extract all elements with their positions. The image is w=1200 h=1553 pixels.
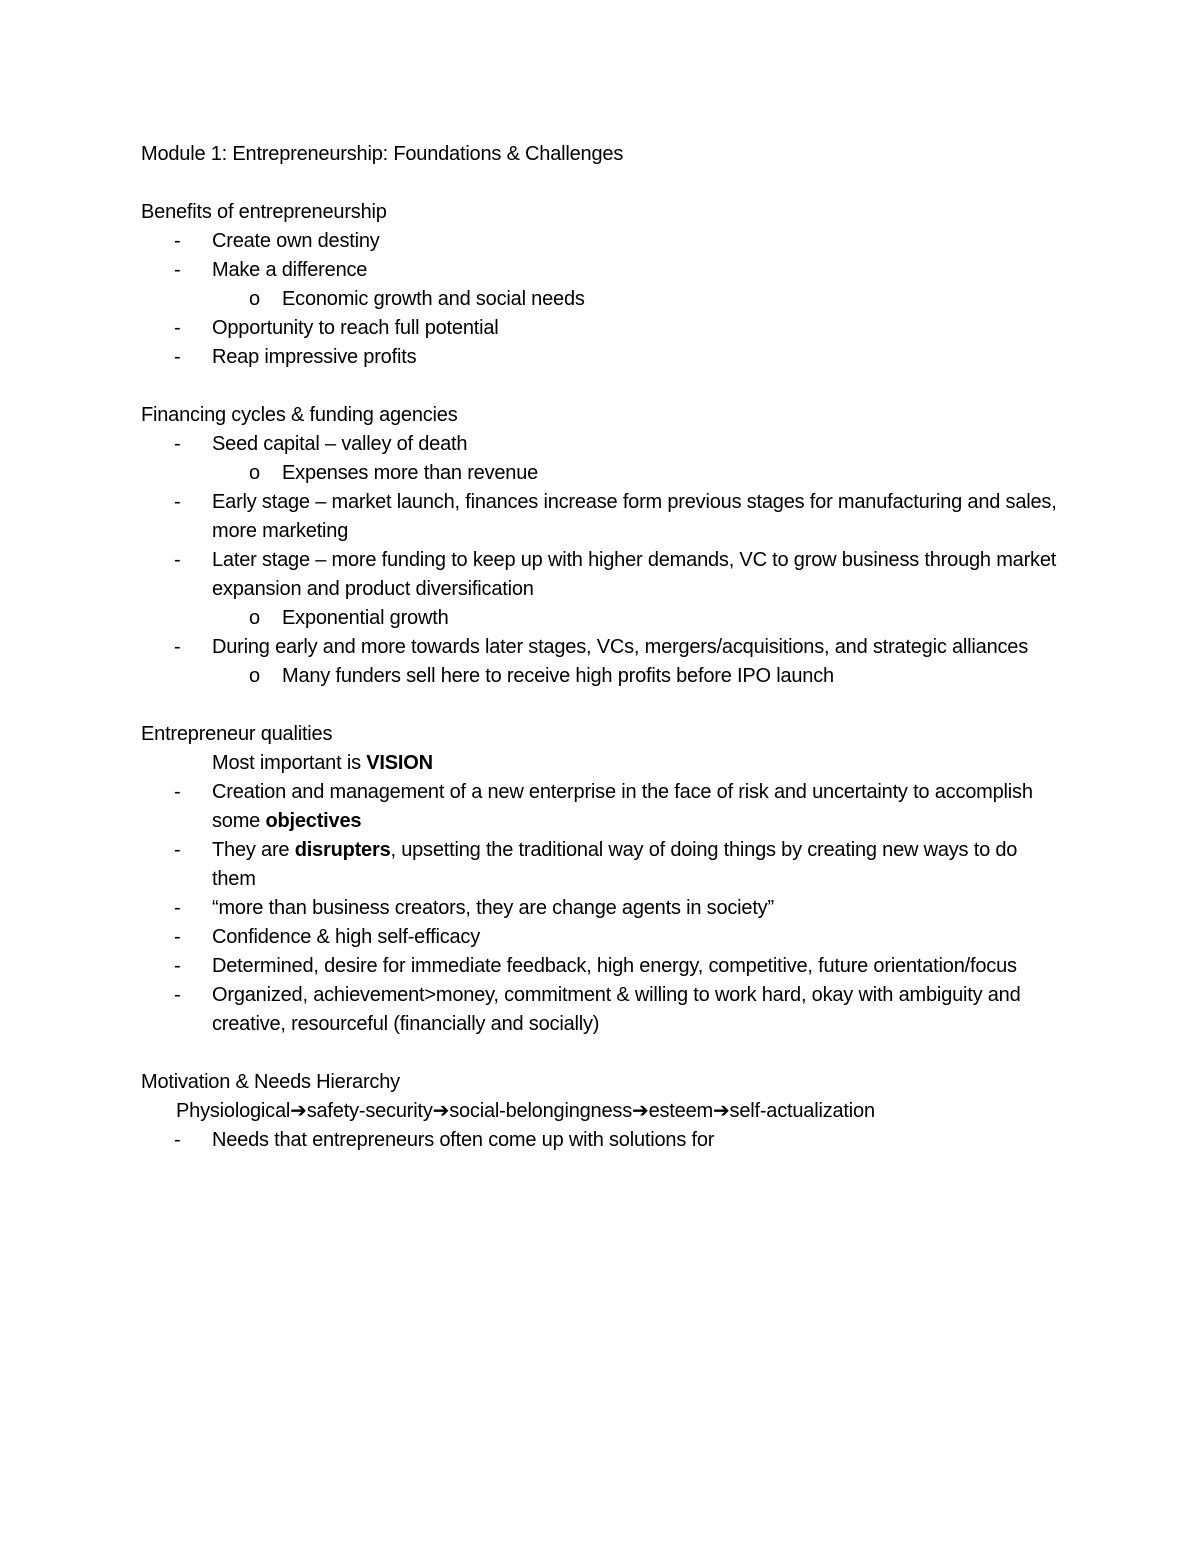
needs-level: Physiological — [176, 1100, 291, 1122]
list-item — [141, 981, 1061, 1039]
list-item-text: Early stage – market launch, finances increase form previous stages for manufacturing and sales, more marketing — [212, 491, 1057, 542]
list-item-text: Opportunity to reach full potential — [212, 317, 499, 339]
page-title: Module 1: Entrepreneurship: Foundations & Challenges — [141, 143, 624, 165]
list-item-text: Make a difference — [212, 259, 368, 281]
benefits-list — [141, 227, 1061, 372]
dash-marker: - — [174, 926, 181, 948]
dash-marker: - — [174, 839, 181, 861]
circle-marker: o — [249, 288, 260, 310]
dash-marker: - — [174, 549, 181, 571]
sub-list-item — [141, 662, 1061, 691]
arrow-right-icon: ➔ — [432, 1100, 450, 1122]
financing-section — [141, 401, 1061, 691]
list-item — [141, 633, 1061, 662]
dash-marker: - — [174, 491, 181, 513]
list-item — [141, 227, 1061, 256]
list-item — [141, 256, 1061, 285]
list-item-text: Creation and management of a new enterprise in the face of risk and uncertainty to accomplish some — [212, 781, 1033, 832]
motivation-heading: Motivation & Needs Hierarchy — [141, 1071, 400, 1093]
motivation-section — [141, 1068, 1061, 1155]
list-item — [141, 1126, 1061, 1155]
sub-list-item — [141, 285, 1061, 314]
qualities-intro-text: Most important is — [212, 752, 367, 774]
list-item-text: Confidence & high self-efficacy — [212, 926, 481, 948]
list-item — [141, 894, 1061, 923]
qualities-heading: Entrepreneur qualities — [141, 723, 333, 745]
list-item — [141, 430, 1061, 459]
dash-marker: - — [174, 433, 181, 455]
needs-hierarchy-line — [141, 1097, 1061, 1126]
arrow-right-icon: ➔ — [290, 1100, 307, 1122]
list-item — [141, 314, 1061, 343]
dash-marker: - — [174, 636, 181, 658]
list-item-text: Organized, achievement>money, commitment & willing to work hard, okay with ambiguity and creative, resourceful (financially and socially) — [212, 984, 1021, 1035]
list-item-text: During early and more towards later stages, VCs, mergers/acquisitions, and strategic alliances — [212, 636, 1029, 658]
list-item-text: , upsetting the traditional way of doing things by creating new ways to do them — [212, 839, 1018, 890]
needs-level: esteem — [648, 1100, 713, 1122]
document-body — [141, 140, 1061, 1155]
list-item-text: Later stage – more funding to keep up with higher demands, VC to grow business through market expansion and product diversification — [212, 549, 1057, 600]
benefits-heading: Benefits of entrepreneurship — [141, 201, 387, 223]
arrow-right-icon: ➔ — [712, 1100, 730, 1122]
list-item — [141, 778, 1061, 836]
list-item-text: Expenses more than revenue — [282, 462, 539, 484]
list-item-text: Seed capital – valley of death — [212, 433, 468, 455]
sub-list-item — [141, 604, 1061, 633]
list-item — [141, 836, 1061, 894]
circle-marker: o — [249, 665, 260, 687]
list-item-text: Exponential growth — [282, 607, 449, 629]
list-item-text: Needs that entrepreneurs often come up with solutions for — [212, 1129, 715, 1151]
list-item-text: “more than business creators, they are change agents in society” — [212, 897, 774, 919]
financing-heading: Financing cycles & funding agencies — [141, 404, 458, 426]
circle-marker: o — [249, 607, 260, 629]
dash-marker: - — [174, 984, 181, 1006]
objectives-emphasis: objectives — [265, 810, 362, 832]
needs-level: social-belongingness — [449, 1100, 632, 1122]
circle-marker: o — [249, 462, 260, 484]
dash-marker: - — [174, 781, 181, 803]
list-item — [141, 488, 1061, 546]
dash-marker: - — [174, 346, 181, 368]
needs-level: self-actualization — [729, 1100, 875, 1122]
financing-list — [141, 430, 1061, 691]
benefits-section — [141, 198, 1061, 372]
list-item-text: Determined, desire for immediate feedback, high energy, competitive, future orientation/focus — [212, 955, 1017, 977]
vision-emphasis: VISION — [366, 752, 433, 774]
dash-marker: - — [174, 897, 181, 919]
dash-marker: - — [174, 1129, 181, 1151]
dash-marker: - — [174, 955, 181, 977]
needs-level: safety-security — [306, 1100, 433, 1122]
list-item — [141, 546, 1061, 604]
list-item — [141, 952, 1061, 981]
motivation-list — [141, 1126, 1061, 1155]
dash-marker: - — [174, 259, 181, 281]
list-item — [141, 923, 1061, 952]
qualities-intro — [141, 749, 1061, 778]
qualities-section — [141, 720, 1061, 1039]
disrupters-emphasis: disrupters — [294, 839, 391, 861]
sub-list-item — [141, 459, 1061, 488]
list-item-text: Create own destiny — [212, 230, 380, 252]
list-item-text: Economic growth and social needs — [282, 288, 585, 310]
list-item-text: Many funders sell here to receive high profits before IPO launch — [282, 665, 834, 687]
list-item-text: Reap impressive profits — [212, 346, 417, 368]
dash-marker: - — [174, 317, 181, 339]
arrow-right-icon: ➔ — [632, 1100, 649, 1122]
list-item — [141, 343, 1061, 372]
qualities-list — [141, 778, 1061, 1039]
list-item-text: They are — [212, 839, 295, 861]
dash-marker: - — [174, 230, 181, 252]
